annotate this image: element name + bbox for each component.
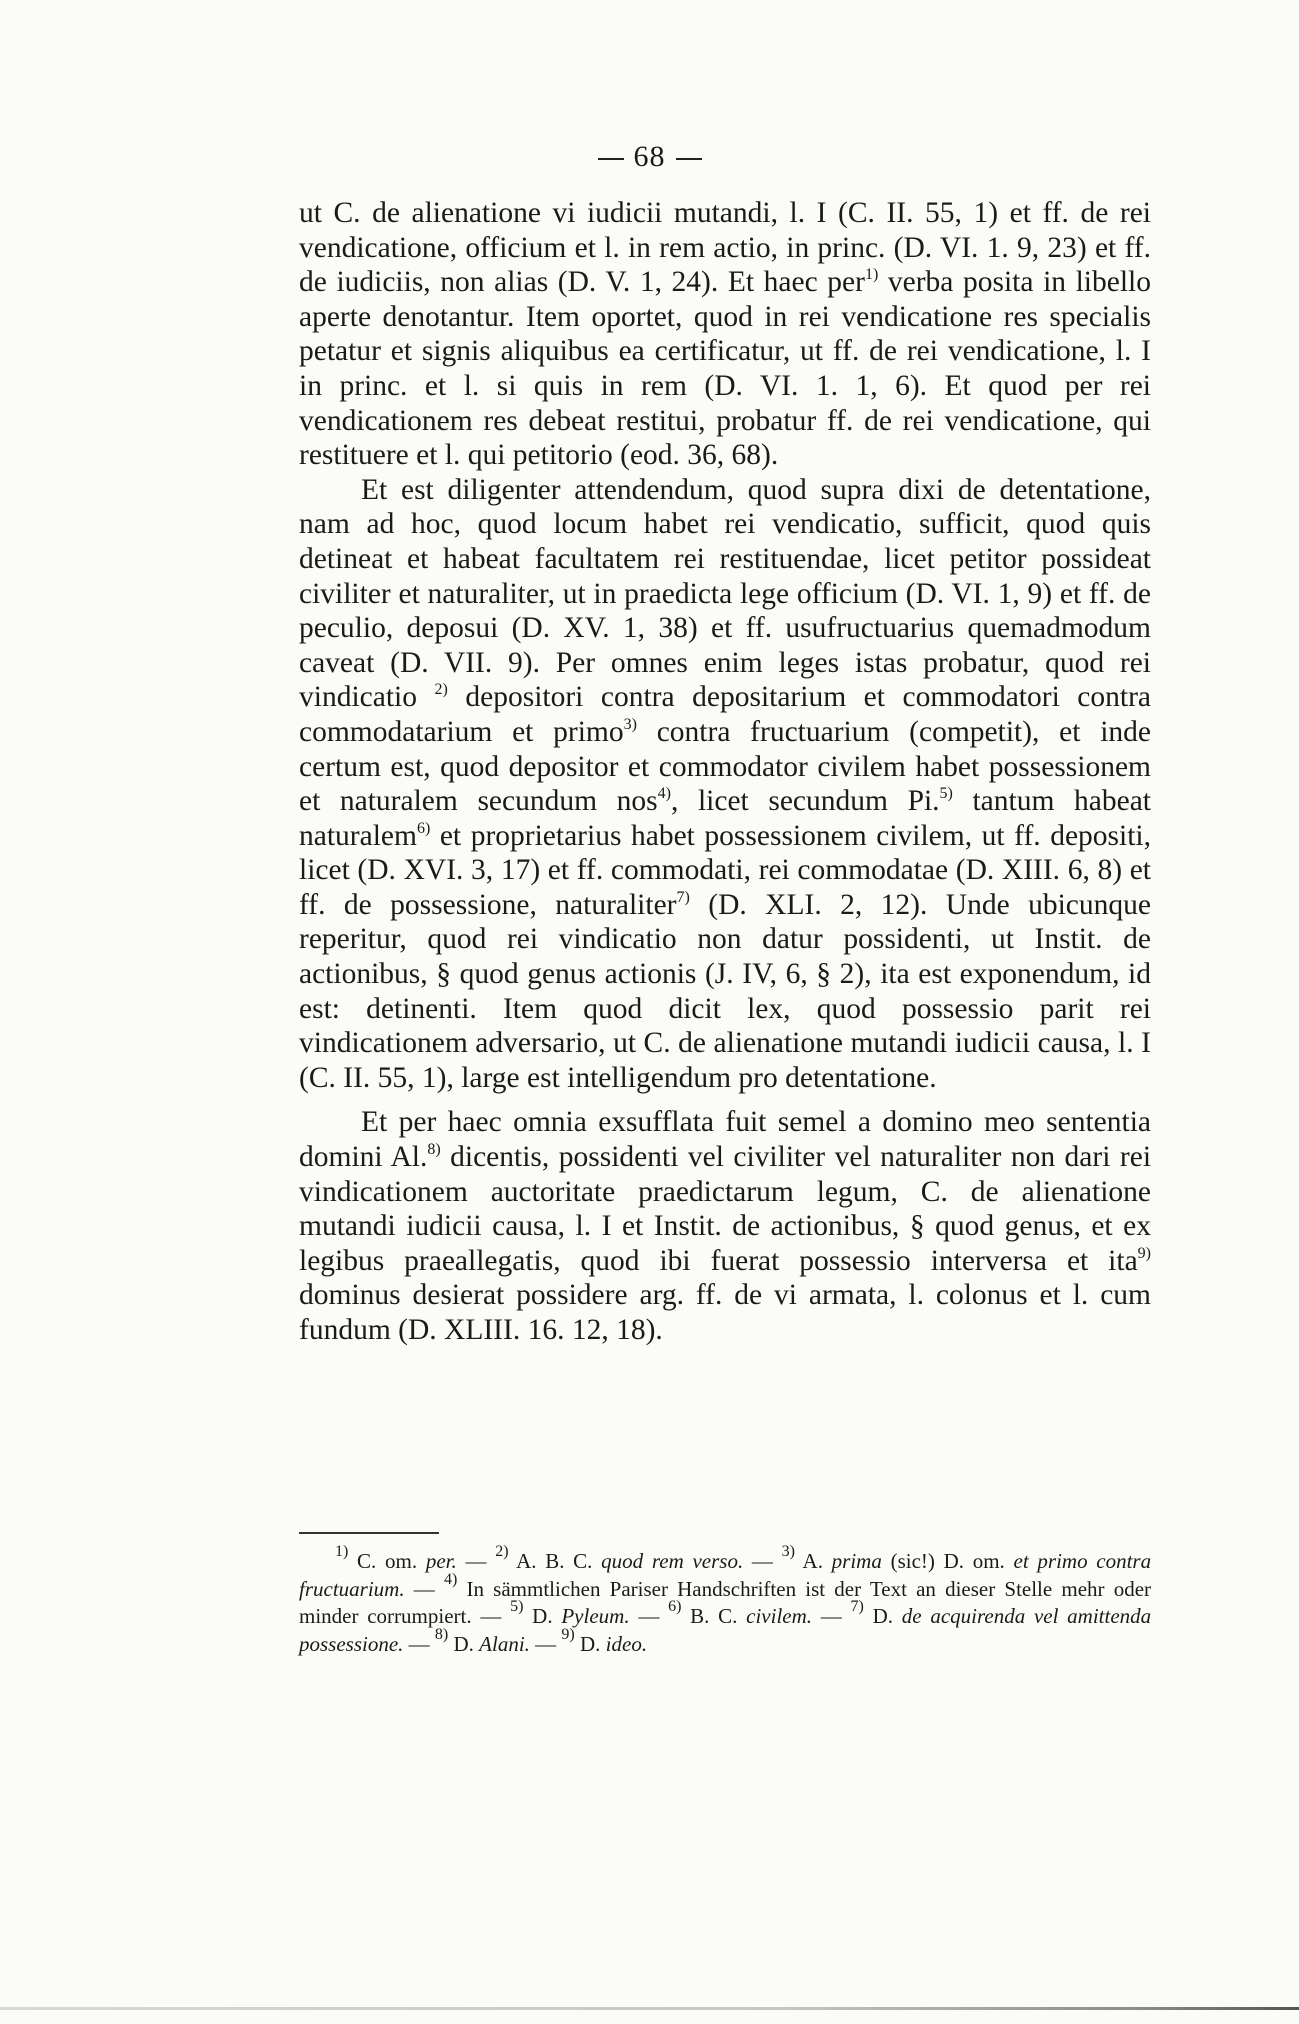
footnote-ref-9: 9) [1137,1244,1151,1262]
footnote-ref-3: 3) [623,715,637,733]
footnote-ref-4: 4) [657,785,671,803]
page-number-value: 68 [633,140,666,173]
paragraph-2: Et est diligenter attendendum, quod supra dixi de detentatione, nam ad hoc, quod locum habet rei vendicatio, sufficit, quod quis detineat et habeat facultatem rei restituendae, licet petitor possideat civiliter et naturaliter, ut in praedicta lege officium (D. VI. 1, 9) et ff. de peculio, deposui (D. XV. 1, 38) et ff. usufructuarius quemadmodum caveat (D. VII. 9). Per omnes enim leges istas probatur, quod rei vindicatio $^{2)}$ depositori contra depositarium et commodatori contra commodatarium et primo$^{3)}$ contra fructuarium (competit), et inde certum est, quod depositor et commodator civilem habet possessionem et naturalem secundum nos$^{4)}$, licet secundum Pi.$^{5)}$ tantum habeat naturalem$^{6)}$ et proprietarius habet possessionem civilem, ut ff. depositi, licet (D. XVI. 3, 17) et ff. commodati, rei commodatae (D. XIII. 6, 8) et ff. de possessione, naturaliter$^{7)}$ (D. XLI. 2, 12). Unde ubicunque reperitur, quod rei vindicatio non datur possidenti, ut Instit. de actionibus, § quod genus actionis (J. IV, 6, § 2), ita est exponendum, id est: detinenti. Item quod dicit lex, quod possessio parit rei vindicationem adversario, ut C. de alienatione mutandi iudicii causa, l. I (C. II. 55, 1), large est intelligendum pro detentatione. [299,473,1152,1094]
footnote-block: $^{1)}$ C. om. per. — $^{2)}$ A. B. C. quod rem verso. — $^{3)}$ A. prima (sic!) D. om. et primo contra fructuarium. — $^{4)}$ In sämmtlichen Pariser Handschriften ist der Text an dieser Stelle mehr oder minder corrumpiert. — $^{5)}$ D. Pyleum. — $^{6)}$ B. C. civilem. — $^{7)}$ D. de acquirenda vel amittenda possessione. — $^{8)}$ D. Alani. — $^{9)}$ D. ideo. [299,1543,1152,1656]
page-number [0,140,1299,174]
paragraph-3: Et per haec omnia exsufflata fuit semel a domino meo sententia domini Al.$^{8)}$ dicentis, possidenti vel civiliter vel naturaliter non dari rei vindicationem auctoritate praedictarum legum, C. de alienatione mutandi iudicii causa, l. I et Instit. de actionibus, § quod genus, et ex legibus praeallegatis, quod ibi fuerat possessio interversa et ita$^{9)}$ dominus desierat possidere arg. ff. de vi armata, l. colonus et l. cum fundum (D. XLIII. 16. 12, 18). [299,1106,1152,1346]
footnotes [299,1543,1152,1658]
footnote-ref-2: 2) [434,681,448,699]
page-number-dash-right [676,158,702,160]
footnote-separator [299,1532,439,1534]
footnote-ref-1: 1) [864,266,879,284]
page-number-dash-left [598,158,624,160]
footnote-ref-8: 8) [427,1141,441,1159]
footnote-ref-7: 7) [676,888,690,906]
footnote-ref-6: 6) [416,819,431,837]
paragraph-1: ut C. de alienatione vi iudicii mutandi, l. I (C. II. 55, 1) et ff. de rei vendicatione, officium et l. in rem actio, in princ. (D. VI. 1. 9, 23) et ff. de iudiciis, non alias (D. V. 1, 24). Et haec per$^{1)}$ verba posita in libello aperte denotantur. Item oportet, quod in rei vendicatione res specialis petatur et signis aliquibus ea certificatur, ut ff. de rei vendicatione, l. I in princ. et l. si quis in rem (D. VI. 1. 1, 6). Et quod per rei vendicationem res debeat restitui, probatur ff. de rei vendicatione, qui restituere et l. qui petitorio (eod. 36, 68). [299,197,1151,472]
scan-bottom-edge [0,2007,1299,2010]
main-text [299,196,1151,1348]
footnote-ref-5: 5) [939,785,953,803]
